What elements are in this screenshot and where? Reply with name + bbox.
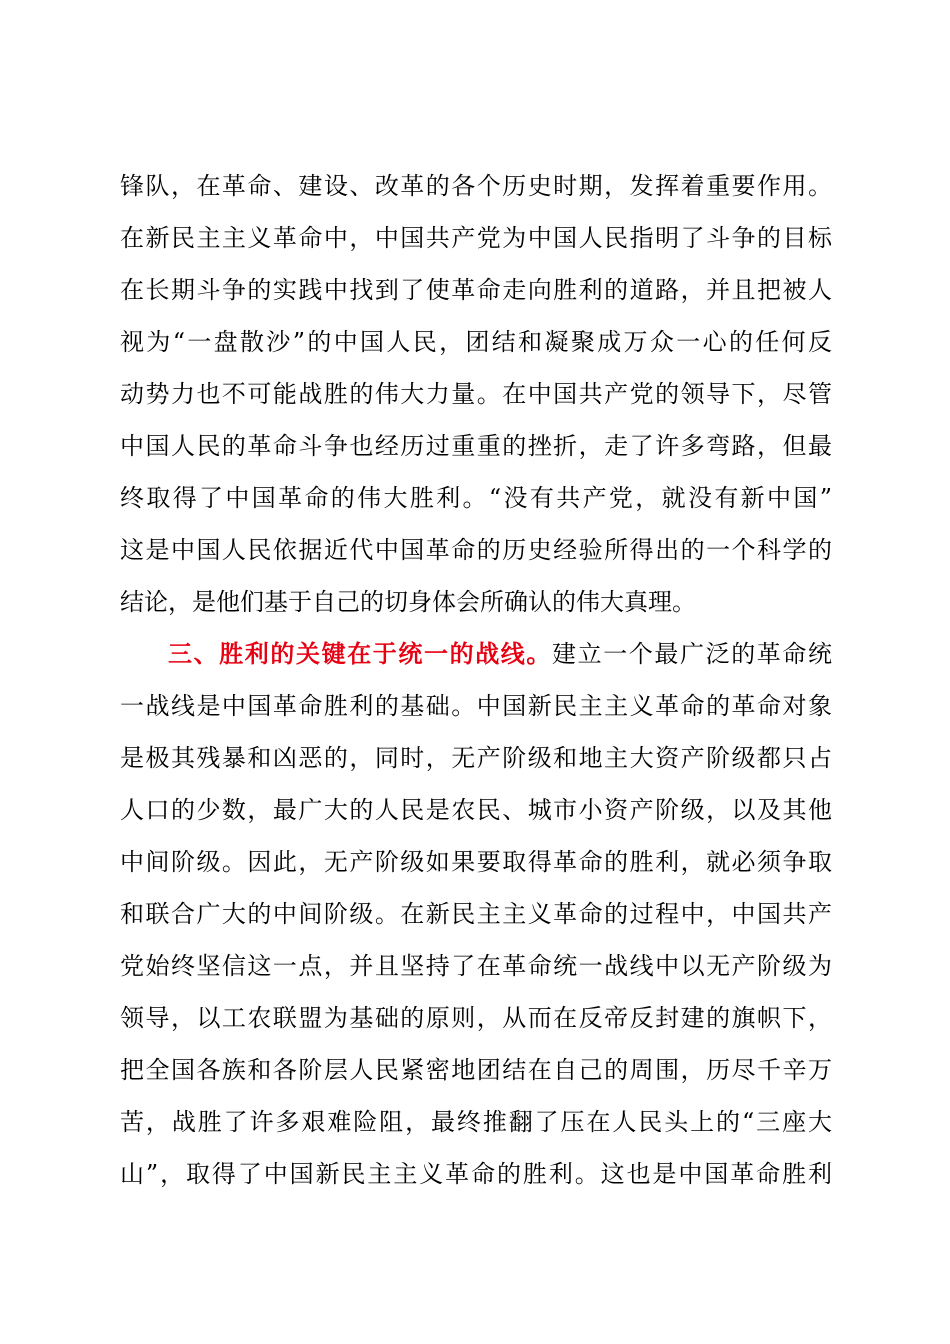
paragraph-1-line-3: 在长期斗争的实践中找到了使革命走向胜利的道路，并且把被人 (120, 276, 832, 304)
paragraph-2-line-3: 是极其残暴和凶恶的，同时，无产阶级和地主大资产阶级都只占 (120, 744, 832, 772)
paragraph-1-line-4: 视为“一盘散沙”的中国人民，团结和凝聚成万众一心的任何反 (120, 328, 832, 356)
paragraph-1-line-6: 中国人民的革命斗争也经历过重重的挫折，走了许多弯路，但最 (120, 432, 832, 460)
paragraph-2-line-6: 和联合广大的中间阶级。在新民主主义革命的过程中，中国共产 (120, 900, 832, 928)
paragraph-1-line-7: 终取得了中国革命的伟大胜利。“没有共产党，就没有新中国” (120, 484, 832, 512)
paragraph-2-line-11: 山”，取得了中国新民主主义革命的胜利。这也是中国革命胜利 (120, 1160, 832, 1188)
paragraph-2-line-5: 中间阶级。因此，无产阶级如果要取得革命的胜利，就必须争取 (120, 848, 832, 876)
paragraph-1-line-8: 这是中国人民依据近代中国革命的历史经验所得出的一个科学的 (120, 536, 832, 564)
paragraph-1-line-2: 在新民主主义革命中，中国共产党为中国人民指明了斗争的目标 (120, 224, 832, 252)
paragraph-2-line-1 (120, 630, 832, 678)
paragraph-2-line-1-text: 建立一个最广泛的革命统 (552, 640, 832, 668)
paragraph-1-line-9: 结论，是他们基于自己的切身体会所确认的伟大真理。 (120, 588, 696, 616)
paragraph-2-line-9: 把全国各族和各阶层人民紧密地团结在自己的周围，历尽千辛万 (120, 1056, 832, 1084)
section-heading: 三、胜利的关键在于统一的战线。 (168, 640, 552, 668)
paragraph-2-line-10: 苦，战胜了许多艰难险阻，最终推翻了压在人民头上的“三座大 (120, 1108, 832, 1136)
paragraph-2-line-2: 一战线是中国革命胜利的基础。中国新民主主义革命的革命对象 (120, 692, 832, 720)
paragraph-2-line-7: 党始终坚信这一点，并且坚持了在革命统一战线中以无产阶级为 (120, 952, 832, 980)
paragraph-1-line-1: 锋队，在革命、建设、改革的各个历史时期，发挥着重要作用。 (120, 172, 832, 200)
paragraph-2-line-4: 人口的少数，最广大的人民是农民、城市小资产阶级，以及其他 (120, 796, 832, 824)
paragraph-1-line-5: 动势力也不可能战胜的伟大力量。在中国共产党的领导下，尽管 (120, 380, 832, 408)
paragraph-2-line-8: 领导，以工农联盟为基础的原则，从而在反帝反封建的旗帜下， (120, 1004, 832, 1032)
